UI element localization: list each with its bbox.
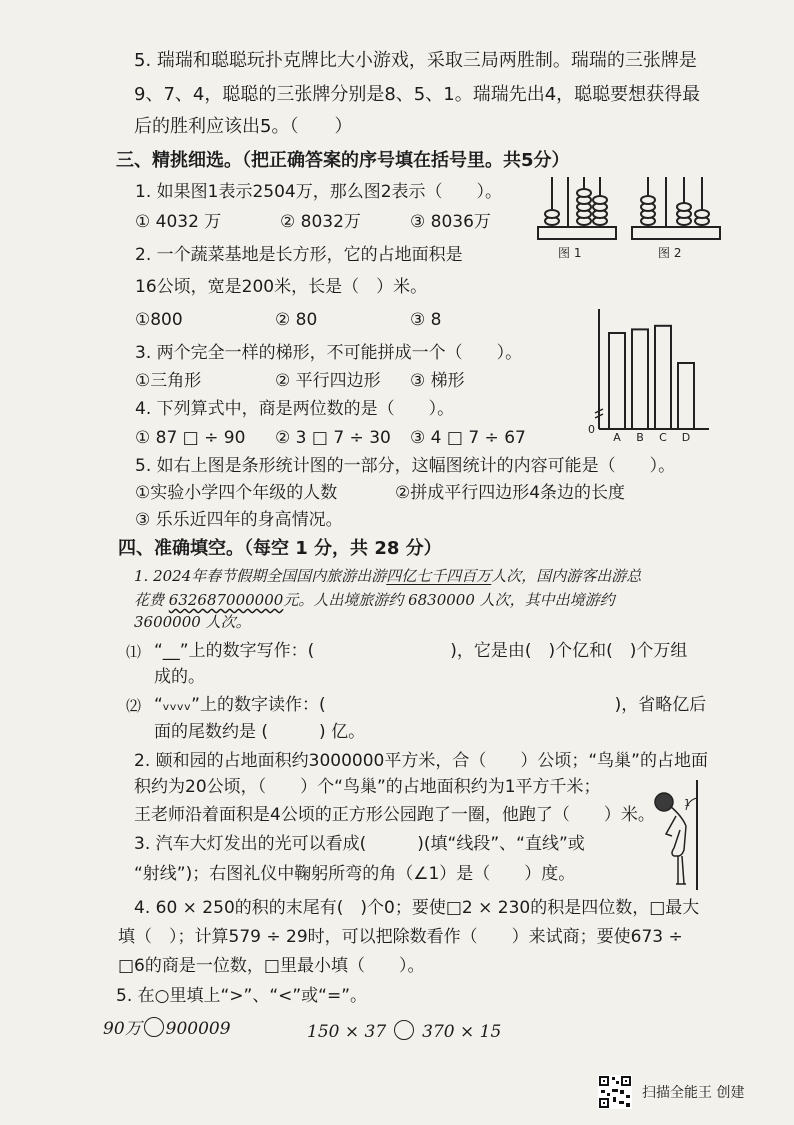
s4-q2-line1: 2. 颐和园的占地面积约3000000平方米，合（ ）公顷；“鸟巢”的占地面	[134, 751, 708, 771]
s4-q3-line2: “射线”)；右图礼仪中鞠躬所弯的角（∠1）是（ ）度。	[134, 864, 576, 884]
compare-2-circle[interactable]	[394, 1020, 414, 1040]
s3-q2-opt3: ③ 8	[410, 310, 442, 330]
compare-1-right: 900009	[165, 1019, 231, 1039]
bar-d	[678, 363, 694, 429]
s3-q2-opt2: ② 80	[275, 310, 318, 330]
s3-q4-opt2: ② 3 □ 7 ÷ 30	[275, 428, 391, 448]
s3-q5-opt2: ②拼成平行四边形4条边的长度	[395, 483, 626, 503]
section-4-title: 四、准确填空。（每空 1 分，共 28 分）	[118, 538, 442, 559]
q5-prev-line2: 9、7、4，聪聪的三张牌分别是8、5、1。瑞瑞先出4，聪聪要想获得最	[134, 84, 701, 105]
s4-q5-stem: 5. 在○里填上“>”、“<”或“=”。	[116, 986, 368, 1006]
abacus-fig1-label: 图 1	[558, 246, 582, 260]
s3-q4-opt1: ① 87 □ ÷ 90	[135, 428, 246, 448]
s3-q1-opt3: ③ 8036万	[410, 212, 491, 232]
s4-p1-cont: 成的。	[154, 667, 205, 687]
s4-q3-line1: 3. 汽车大灯发出的光可以看成( )(填“线段”、“直线”或	[134, 834, 585, 854]
s4-q4-line1: 4. 60 × 250的积的末尾有( )个0；要使□2 × 230的积是四位数，□最大	[134, 898, 700, 918]
s4-p2-cont: 面的尾数约是 ( ) 亿。	[154, 722, 366, 742]
abacus-fig2	[632, 177, 720, 239]
bar-label-d: D	[681, 431, 691, 444]
s4-q2-line3: 王老师沿着面积是4公顷的正方形公园跑了一圈，他跑了（ ）米。	[134, 805, 655, 825]
compare-2	[307, 1020, 501, 1043]
s3-q5-opt3: ③ 乐乐近四年的身高情况。	[135, 510, 343, 530]
abacus-fig2-label: 图 2	[658, 246, 682, 260]
s4-p1-text: “__”上的数字写作：( )，它是由( )个亿和( )个万组	[154, 641, 688, 661]
compare-2-left: 150 × 37	[307, 1022, 387, 1042]
s4-q1-wavy: 632687000000	[168, 591, 284, 609]
s3-q3-opt3: ③ 梯形	[410, 371, 465, 391]
abacus-fig1	[538, 177, 616, 239]
s4-q4-line2: 填（ ）；计算579 ÷ 29时，可以把除数看作（ ）来试商；要使673 ÷	[118, 927, 683, 947]
s3-q3-stem: 3. 两个完全一样的梯形，不可能拼成一个（ ）。	[135, 343, 523, 363]
s4-q1-line2	[134, 589, 615, 611]
bar-c	[655, 326, 671, 429]
s3-q3-opt2: ② 平行四边形	[275, 371, 381, 391]
compare-1-circle[interactable]	[144, 1017, 164, 1037]
bar-a	[609, 333, 625, 429]
bar-label-a: A	[613, 431, 621, 444]
scanner-watermark	[598, 1075, 788, 1115]
s3-q2-opt1: ①800	[135, 310, 183, 330]
q5-prev-line1: 5. 瑞瑞和聪聪玩扑克牌比大小游戏，采取三局两胜制。瑞瑞的三张牌是	[134, 50, 697, 71]
s3-q1-opt1: ① 4032 万	[135, 212, 222, 232]
s3-q4-opt3: ③ 4 □ 7 ÷ 67	[410, 428, 526, 448]
bar-b	[632, 329, 648, 429]
s4-q1-l1a: 1. 2024年春节假期全国国内旅游出游	[134, 567, 387, 585]
angle-label: 1	[684, 798, 691, 809]
scanner-brand-text: 扫描全能王 创建	[642, 1085, 745, 1101]
s4-q1-l2b: 元。人出境旅游约 6830000 人次，其中出境游约	[283, 591, 615, 609]
s4-q1-l2a: 花费	[134, 591, 169, 609]
s4-q1-l1b: 人次，国内游客出游总	[491, 567, 642, 585]
s3-q4-stem: 4. 下列算式中，商是两位数的是（ ）。	[135, 399, 455, 419]
s4-q1-line1	[134, 565, 641, 587]
q5-prev-line3: 后的胜利应该出5。（ ）	[134, 116, 353, 137]
s4-q4-line3: □6的商是一位数，□里最小填（ ）。	[118, 956, 425, 976]
s3-q3-opt1: ①三角形	[135, 371, 202, 391]
compare-1	[103, 1017, 231, 1040]
compare-1-left: 90万	[103, 1019, 142, 1039]
compare-2-right: 370 × 15	[422, 1022, 502, 1042]
s3-q2-line2: 16公顷，宽是200米，长是（ ）米。	[135, 277, 428, 297]
s4-q2-line2: 积约为20公顷，（ ）个“鸟巢”的占地面积约为1平方千米；	[134, 777, 601, 797]
s3-q5-opt1: ①实验小学四个年级的人数	[135, 483, 338, 503]
s4-p1-num: ⑴	[126, 643, 142, 661]
bowing-person-figure	[648, 776, 704, 894]
bar-label-c: C	[659, 431, 667, 444]
bar-chart	[585, 305, 715, 445]
s4-p2-text: “ᵥᵥᵥᵥ”上的数字读作：( )，省略亿后	[154, 695, 707, 715]
s4-q1-line3: 3600000 人次。	[134, 613, 251, 631]
s4-p2-num: ⑵	[126, 697, 142, 715]
s4-q1-underlined: 四亿七千四百万	[386, 567, 492, 585]
s3-q1-opt2: ② 8032万	[280, 212, 361, 232]
qr-code-icon	[598, 1075, 632, 1109]
person-icon	[655, 793, 686, 884]
s3-q5-stem: 5. 如右上图是条形统计图的一部分，这幅图统计的内容可能是（ ）。	[135, 456, 676, 476]
abacus-figures	[536, 173, 728, 263]
s3-q1-stem: 1. 如果图1表示2504万，那么图2表示（ ）。	[135, 182, 503, 202]
bar-label-b: B	[636, 431, 644, 444]
s3-q2-line1: 2. 一个蔬菜基地是长方形，它的占地面积是	[135, 245, 463, 265]
chart-origin-label: 0	[588, 423, 595, 436]
section-3-title: 三、精挑细选。（把正确答案的序号填在括号里。共5分）	[116, 150, 570, 171]
